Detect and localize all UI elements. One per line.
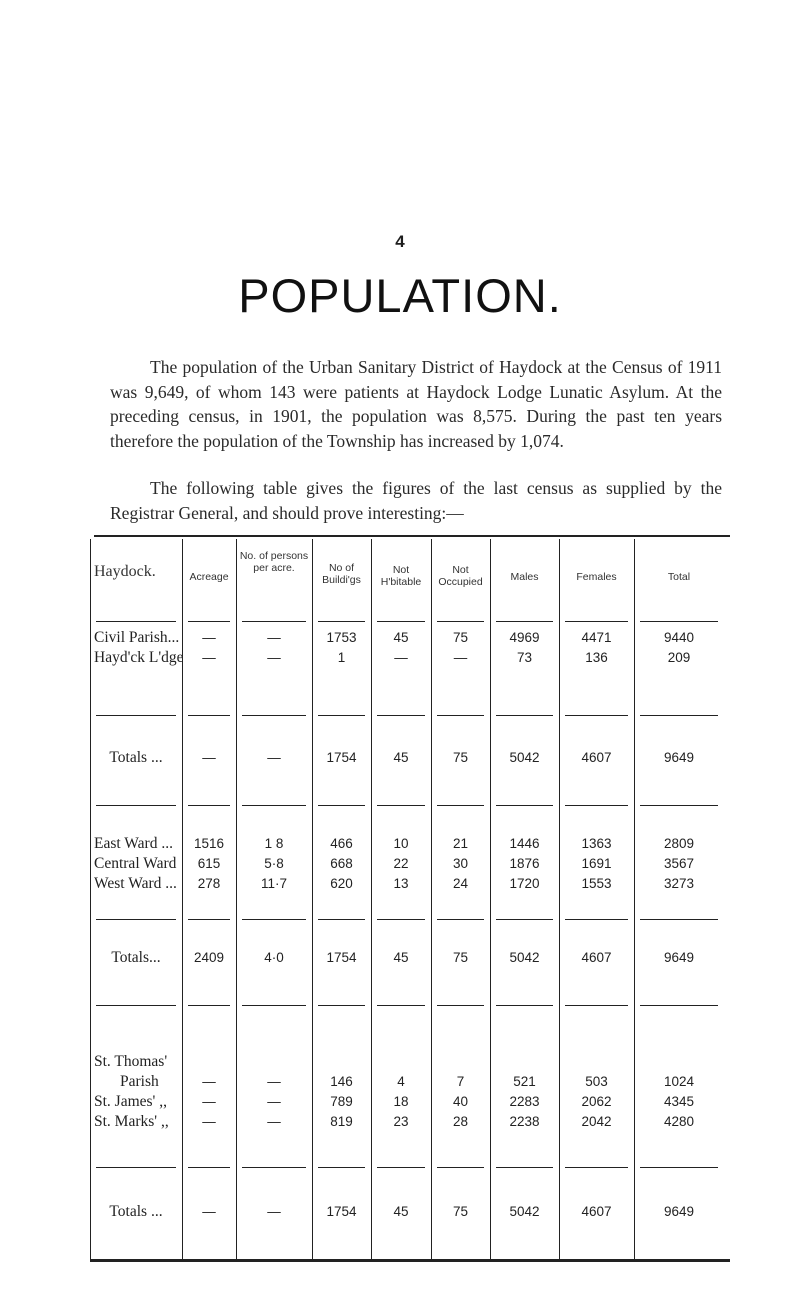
table-cell: 4 [397,1074,405,1089]
table-cell: 18 [393,1094,409,1109]
totals-cell: 5042 [509,1204,540,1219]
group-separator [188,919,230,920]
table-cell: 668 [330,856,353,871]
totals-cell: 5042 [509,950,540,965]
table-cell: 1516 [193,836,225,851]
group-separator [188,715,230,716]
table-cell: 24 [452,876,469,891]
group-separator [496,1167,553,1168]
totals-separator [318,805,365,806]
table-cell: 620 [330,876,353,891]
table-cell: 22 [393,856,409,871]
header-separator [242,621,306,622]
table-cell: 2238 [509,1114,540,1129]
totals-separator [437,805,484,806]
table-cell: 2042 [581,1114,612,1129]
table-cell: 146 [330,1074,353,1089]
table-top-rule [94,535,730,537]
totals-cell: — [202,1204,216,1219]
column-header: Not H'bitable [380,564,422,588]
table-cell: 1720 [509,876,540,891]
group-separator [377,919,425,920]
column-rule [490,539,491,1259]
totals-cell: 4607 [581,950,612,965]
table-cell: 4345 [663,1094,695,1109]
table-cell: — [267,630,281,645]
group-separator [640,1167,718,1168]
row-label: St. Thomas' [94,1053,168,1070]
table-cell: — [202,630,216,645]
totals-separator [242,1005,306,1006]
totals-cell: 45 [393,1204,409,1219]
page-title: POPULATION. [238,269,562,322]
table-cell: 503 [585,1074,608,1089]
totals-separator [188,805,230,806]
totals-separator [188,1005,230,1006]
column-rule [90,539,91,1259]
totals-cell: 2409 [193,950,225,965]
totals-separator [96,805,176,806]
table-cell: — [267,1074,281,1089]
table-cell: 10 [393,836,409,851]
table-cell: — [202,1094,216,1109]
group-separator [565,919,628,920]
table-cell: 1446 [509,836,540,851]
row-label: Hayd'ck L'dge [94,649,184,666]
group-separator [377,1167,425,1168]
header-separator [437,621,484,622]
column-header: No of Buildi'gs [322,562,361,586]
group-separator [318,1167,365,1168]
group-separator [565,715,628,716]
table-cell: 615 [197,856,221,871]
totals-cell: 75 [452,750,469,765]
group-separator [96,919,176,920]
table-cell: 4969 [509,630,540,645]
header-separator [318,621,365,622]
totals-cell: 75 [452,950,469,965]
table-cell: 40 [452,1094,469,1109]
column-header: Acreage [189,571,229,583]
table-cell: 466 [330,836,353,851]
totals-label: Totals... [111,949,161,966]
column-rule [371,539,372,1259]
table-cell: 1 8 [264,836,284,851]
column-header: No. of persons per acre. [239,550,309,574]
totals-cell: 4·0 [264,950,284,965]
table-cell: 819 [330,1114,353,1129]
totals-separator [377,805,425,806]
table-cell: 75 [452,630,469,645]
totals-label: Totals ... [109,1203,163,1220]
totals-separator [437,1005,484,1006]
totals-separator [377,1005,425,1006]
table-cell: 1553 [581,876,612,891]
group-separator [496,715,553,716]
table-cell: 278 [197,876,221,891]
totals-cell: 1754 [326,950,357,965]
totals-separator [242,805,306,806]
totals-cell: 9649 [663,1204,695,1219]
column-rule [634,539,635,1259]
table-cell: 1876 [509,856,540,871]
totals-separator [565,805,628,806]
column-rule [312,539,313,1259]
header-separator [496,621,553,622]
group-separator [437,715,484,716]
group-separator [242,1167,306,1168]
table-lead-paragraph: The following table gives the figures of the last census as supplied by the Registrar General, and should prove interesting:— [110,478,722,523]
totals-cell: — [267,750,281,765]
group-separator [242,715,306,716]
table-cell: 1363 [581,836,612,851]
totals-cell: — [202,750,216,765]
table-cell: — [202,650,216,665]
header-separator [96,621,176,622]
group-separator [640,919,718,920]
totals-separator [496,805,553,806]
table-cell: 1024 [663,1074,695,1089]
totals-cell: 5042 [509,750,540,765]
column-header: Haydock. [94,563,156,580]
totals-separator [640,1005,718,1006]
table-cell: — [202,1114,216,1129]
totals-cell: 45 [393,750,409,765]
row-label: Parish [120,1073,159,1090]
totals-cell: 1754 [326,1204,357,1219]
census-table [90,535,730,1265]
group-separator [318,715,365,716]
group-separator [437,1167,484,1168]
totals-separator [496,1005,553,1006]
row-label: Civil Parish... [94,629,180,646]
table-cell: 4471 [581,630,612,645]
page-number: 4 [395,232,405,251]
row-label: St. James' ,, [94,1093,167,1110]
table-cell: 2062 [581,1094,612,1109]
totals-cell: 1754 [326,750,357,765]
totals-separator [318,1005,365,1006]
table-cell: 5·8 [264,856,284,871]
totals-cell: 4607 [581,1204,612,1219]
totals-separator [640,805,718,806]
column-header: Females [576,571,617,583]
row-label: St. Marks' ,, [94,1113,169,1130]
column-header: Males [510,571,539,583]
intro-paragraph: The population of the Urban Sanitary District of Haydock at the Census of 1911 was 9,649, of whom 143 were patients at Haydock Lodge Lunatic Asylum. At the preceding census, in 1901, the population was 8,575. During the past ten years therefore the population of the Township has increased by 1,074. [110,357,722,451]
table-bottom-rule [90,1259,730,1262]
totals-cell: 4607 [581,750,612,765]
group-separator [188,1167,230,1168]
table-cell: 136 [585,650,608,665]
column-rule [182,539,183,1259]
totals-cell: 45 [393,950,409,965]
totals-cell: 75 [452,1204,469,1219]
table-cell: 4280 [663,1114,695,1129]
row-label: East Ward ... [94,835,173,852]
table-cell: 3273 [663,876,695,891]
table-cell: 11·7 [260,876,288,891]
table-cell: 3567 [663,856,695,871]
column-header: Not Occupied [438,564,483,588]
group-separator [377,715,425,716]
group-separator [242,919,306,920]
totals-cell: 9649 [663,750,695,765]
group-separator [496,919,553,920]
header-separator [188,621,230,622]
table-cell: 1691 [581,856,612,871]
totals-separator [96,1005,176,1006]
row-label: West Ward ... [94,875,177,892]
table-cell: 30 [452,856,469,871]
table-cell: 521 [513,1074,536,1089]
table-cell: — [453,650,468,665]
header-separator [377,621,425,622]
column-rule [431,539,432,1259]
group-separator [96,715,176,716]
table-cell: 28 [452,1114,469,1129]
table-cell: 7 [456,1074,465,1089]
table-cell: 1 [337,650,346,665]
table-cell: 13 [393,876,409,891]
table-cell: 73 [516,650,533,665]
table-cell: — [267,650,281,665]
row-label: Central Ward [94,855,177,872]
table-cell: 45 [393,630,409,645]
totals-cell: — [267,1204,281,1219]
table-cell: 1753 [326,630,357,645]
table-cell: 789 [330,1094,353,1109]
header-separator [565,621,628,622]
table-cell: — [202,1074,216,1089]
table-cell: 2809 [663,836,695,851]
totals-separator [565,1005,628,1006]
group-separator [437,919,484,920]
table-cell: 9440 [663,630,695,645]
column-rule [559,539,560,1259]
group-separator [96,1167,176,1168]
table-cell: 2283 [509,1094,540,1109]
group-separator [565,1167,628,1168]
table-cell: 21 [452,836,469,851]
table-cell: — [267,1094,281,1109]
table-cell: 209 [667,650,691,665]
group-separator [640,715,718,716]
table-cell: — [267,1114,281,1129]
totals-cell: 9649 [663,950,695,965]
totals-label: Totals ... [109,749,163,766]
table-cell: — [394,650,408,665]
column-header: Total [667,571,691,583]
column-rule [236,539,237,1259]
group-separator [318,919,365,920]
table-cell: 23 [393,1114,409,1129]
header-separator [640,621,718,622]
